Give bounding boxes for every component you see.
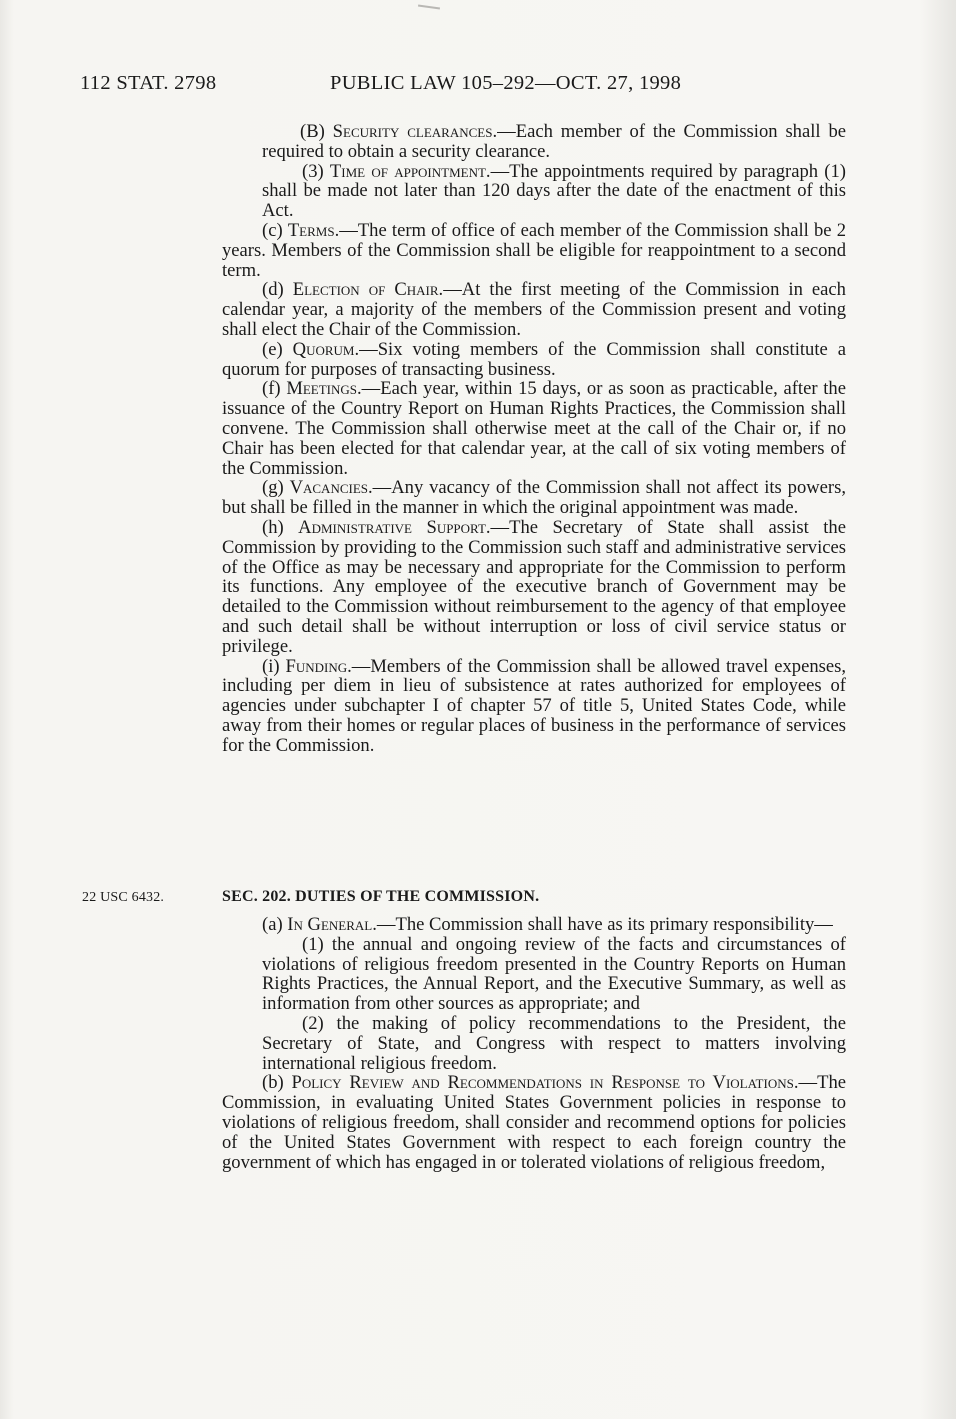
para-b-policy-review: (b) Policy Review and Recommendations in Response to Violations.—The Commission, in evaluating United States Government policies in response to violations of religious freedom, shall consider and recommend options for policies of the United States Government with respect to each foreign country the government of which has engaged in or tolerated violations of religious freedom, bbox=[222, 1072, 846, 1173]
usc-margin-note: 22 USC 6432. bbox=[82, 890, 165, 905]
sec201-continued bbox=[222, 122, 846, 756]
section-heading: SEC. 202. DUTIES OF THE COMMISSION. bbox=[222, 888, 540, 905]
stat-citation: 112 STAT. 2798 bbox=[80, 72, 217, 94]
para-3-time-of-appointment: (3) Time of appointment.—The appointments required by paragraph (1) shall be made not later than 120 days after the date of the enactment of this Act. bbox=[262, 160, 846, 222]
para-a1: (1) the annual and ongoing review of the facts and circumstances of violations of religious freedom presented in the Country Reports on Human Rights Practices, the Annual Report, and the Executive Summary, as well as information from other sources as appropriate; and bbox=[262, 933, 846, 1015]
scan-mark bbox=[418, 4, 440, 9]
para-e-quorum: (e) Quorum.—Six voting members of the Commission shall constitute a quorum for purposes of transacting business. bbox=[222, 338, 846, 380]
sec202-body bbox=[222, 915, 846, 1172]
para-c-terms: (c) Terms.—The term of office of each member of the Commission shall be 2 years. Members of the Commission shall be eligible for reappointment to a second term. bbox=[222, 219, 846, 281]
para-d-election-of-chair: (d) Election of Chair.—At the first meeting of the Commission in each calendar year, a majority of the members of the Commission present and voting shall elect the Chair of the Commission. bbox=[222, 279, 846, 340]
para-a2: (2) the making of policy recommendations to the President, the Secretary of State, and Congress with respect to matters involving international religious freedom. bbox=[262, 1012, 846, 1074]
public-law-citation: PUBLIC LAW 105–292—OCT. 27, 1998 bbox=[330, 72, 682, 94]
para-a-in-general: (a) In General.—The Commission shall have as its primary responsibility— bbox=[262, 914, 833, 935]
para-b-security-clearances: (B) Security clearances.—Each member of the Commission shall be required to obtain a security clearance. bbox=[262, 121, 846, 162]
para-g-vacancies: (g) Vacancies.—Any vacancy of the Commission shall not affect its powers, but shall be filled in the manner in which the original appointment was made. bbox=[222, 477, 846, 519]
para-h-administrative-support: (h) Administrative Support.—The Secretary of State shall assist the Commission by providing to the Commission such staff and administrative services of the Office as may be necessary and appropriate for the Commission to perform its functions. Any employee of the executive branch of Government may be detailed to the Commission without reimbursement to the agency of that employee and such detail shall be without interruption or loss of civil service status or privilege. bbox=[222, 516, 846, 657]
para-i-funding: (i) Funding.—Members of the Commission shall be allowed travel expenses, including per diem in lieu of subsistence at rates authorized for employees of agencies under subchapter I of chapter 57 of title 5, United States Code, while away from their homes or regular places of business in the performance of services for the Commission. bbox=[222, 655, 846, 756]
para-f-meetings: (f) Meetings.—Each year, within 15 days, or as soon as practicable, after the issuance of the Country Report on Human Rights Practices, the Commission shall convene. The Commission shall otherwise meet at the call of the Chair or, if no Chair has been elected for that calendar year, at the call of six voting members of the Commission. bbox=[222, 378, 846, 479]
